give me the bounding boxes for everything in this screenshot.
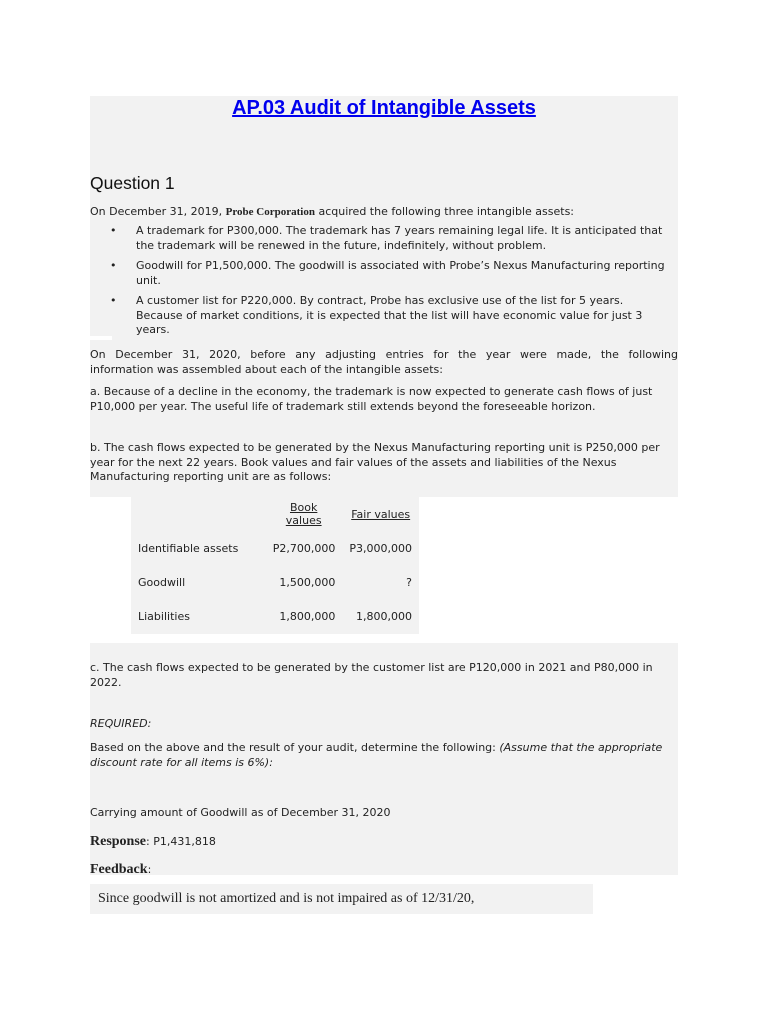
- intro-before: On December 31, 2019,: [90, 205, 226, 218]
- question-text: Carrying amount of Goodwill as of December 31, 2020: [90, 806, 391, 819]
- required-label: REQUIRED:: [90, 717, 152, 730]
- para-2020-line2: information was assembled about each of the intangible assets:: [90, 362, 443, 376]
- list-item: [110, 224, 670, 253]
- table-header-cell: Fair values: [351, 507, 411, 521]
- table-cell: 1,800,000: [279, 609, 336, 623]
- table-cell: Goodwill: [138, 575, 186, 589]
- table-cell: 1,500,000: [279, 575, 336, 589]
- table-cell: P2,700,000: [272, 541, 336, 555]
- para-2020-line1: On December 31, 2020, before any adjusting entries for the year were made, the following: [90, 348, 678, 361]
- bullet-icon: •: [110, 294, 117, 307]
- values-table: [131, 497, 419, 633]
- item-a: a. Because of a decline in the economy, the trademark is now expected to generate cash flows of just P10,000 per year. The useful life of trademark still extends beyond the foreseeable horizon.: [90, 385, 653, 413]
- table-row: [131, 531, 419, 565]
- list-item: [110, 259, 670, 288]
- company-name: Probe Corporation: [225, 206, 315, 218]
- feedback-text: Since goodwill is not amortized and is not impaired as of 12/31/20,: [98, 891, 475, 906]
- table-header-cell: Book values: [285, 501, 322, 527]
- response-value: : P1,431,818: [146, 835, 216, 848]
- table-row: [131, 599, 419, 633]
- page-title[interactable]: AP.03 Audit of Intangible Assets: [232, 97, 536, 119]
- response-line: [90, 830, 216, 850]
- required-text: Based on the above and the result of your audit, determine the following:: [90, 741, 500, 754]
- bullet-icon: •: [110, 224, 117, 237]
- asset-bullet-list: [110, 224, 670, 344]
- response-label: Response: [90, 834, 147, 849]
- intro-after: acquired the following three intangible assets:: [314, 205, 575, 218]
- feedback-line: [90, 858, 151, 878]
- bullet-text: Goodwill for P1,500,000. The goodwill is associated with Probe’s Nexus Manufacturing reporting unit.: [136, 259, 665, 287]
- para-2020: [90, 348, 678, 377]
- bullet-icon: •: [110, 259, 117, 272]
- table-cell: 1,800,000: [356, 609, 412, 623]
- bullet-text: A customer list for P220,000. By contract, Probe has exclusive use of the list for 5 years. Because of market conditions, it is expected that the list will have economic value for just 3 years.: [136, 294, 643, 336]
- table-cell: P3,000,000: [349, 541, 412, 555]
- required-italic: (Assume that the appropriate discount rate for all items is 6%):: [90, 741, 663, 769]
- list-item: [110, 294, 670, 338]
- table-header-cell: [131, 497, 265, 531]
- item-b: b. The cash flows expected to be generated by the Nexus Manufacturing reporting unit is P250,000 per year for the next 22 years. Book values and fair values of the assets and liabilities of the Nexus Manufacturing reporting unit are as follows:: [90, 441, 660, 483]
- table-cell: ?: [406, 575, 412, 589]
- feedback-colon: :: [147, 863, 152, 876]
- required-paragraph: [90, 741, 678, 770]
- table-cell: Liabilities: [138, 609, 190, 623]
- table-cell: Identifiable assets: [138, 541, 239, 555]
- table-header-row: [131, 497, 419, 531]
- table-row: [131, 565, 419, 599]
- bullet-text: A trademark for P300,000. The trademark has 7 years remaining legal life. It is anticipated that the trademark will be renewed in the future, indefinitely, without problem.: [136, 224, 663, 252]
- item-c: c. The cash flows expected to be generated by the customer list are P120,000 in 2021 and P80,000 in 2022.: [90, 661, 653, 689]
- feedback-box: [90, 884, 593, 914]
- intro-paragraph: [90, 205, 678, 220]
- question-heading: Question 1: [90, 173, 175, 193]
- feedback-label: Feedback: [90, 862, 148, 877]
